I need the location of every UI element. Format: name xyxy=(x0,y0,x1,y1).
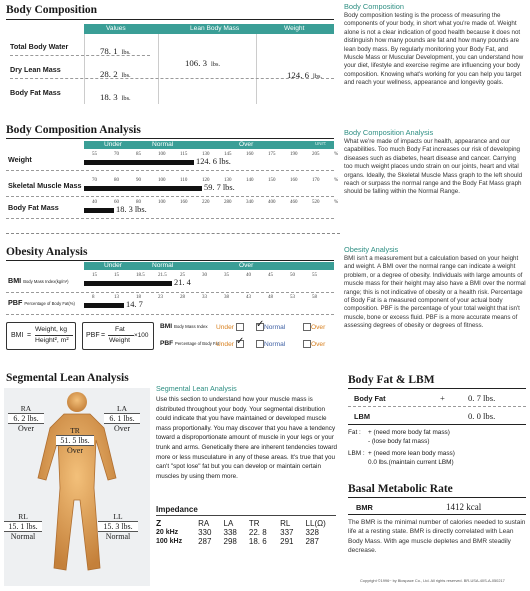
obesity-over: Over xyxy=(239,262,254,269)
imp-r1c0: 100 kHz xyxy=(156,538,183,545)
obesity-scale-tick: 33 xyxy=(202,295,207,300)
obesity-scale-tick: 21.5 xyxy=(158,273,167,278)
segmental-title: Segmental Lean Analysis xyxy=(6,372,129,384)
bca-over: Over xyxy=(239,141,254,148)
bca-scale-tick: 80 xyxy=(136,200,141,205)
obesity-scale-tick: 45 xyxy=(268,273,273,278)
bca-scale-tick: 190 xyxy=(290,152,298,157)
segment-tr-status: Over xyxy=(67,446,83,455)
obesity-scale-tick: 35 xyxy=(224,273,229,278)
pbf-under-option[interactable] xyxy=(216,340,244,348)
col-values: Values xyxy=(106,25,126,32)
bmr-value: 1412 kcal xyxy=(446,502,482,512)
pbf-formula xyxy=(82,322,154,350)
bmi-over-checkbox[interactable] xyxy=(303,323,311,331)
obesity-scale-tick: 58 xyxy=(312,295,317,300)
bca-scale-tick: 280 xyxy=(224,200,232,205)
obesity-label-unit: (kg/m²) xyxy=(55,279,69,284)
sidebar-ob-text: BMI isn't a measurement but a calculation based on your height and weight. A BMI over the normal range can indicate a weight problem, or a degree of obesity. Individuals with large amounts of muscle mass for their height may also have a BMI over the normal range; this is not indicative of obesity or a health risk. Percentage of Body Fat is a measured component of your actual body composition. PBF is the percentage of your total weight that isn't muscle, bone or excess fluid. PBF is a more accurate means of assessing degrees of obesity or degrees of fitness. xyxy=(344,255,526,330)
bca-scale-tick: % xyxy=(334,200,339,205)
bca-value-text: 59. 7 lbs. xyxy=(204,183,235,192)
imp-r1c3: 18. 6 xyxy=(248,537,267,546)
segment-tr-tag: TR xyxy=(70,426,80,435)
body-composition-header xyxy=(84,24,334,34)
obesity-scale-tick: 13 xyxy=(114,295,119,300)
bca-scale-tick: 80 xyxy=(114,178,119,183)
bmi-formula-left: BMI xyxy=(11,332,24,339)
imp-r1c2: 298 xyxy=(223,537,237,546)
pbf-normal-label: Normal xyxy=(264,340,286,348)
imp-r1c4: 291 xyxy=(280,537,294,546)
pbf-normal-checkbox[interactable] xyxy=(256,340,264,348)
impedance-title: Impedance xyxy=(156,505,198,514)
lbm-label: LBM xyxy=(354,412,371,421)
copyright: Copyright ©1996~ by Biospace Co., Ltd. All rights reserved. BR-USA-40S-A-050217 xyxy=(360,578,505,583)
lbm-delta-value: 0. 0 lbs. xyxy=(468,411,496,421)
bca-row-label: Body Fat Mass xyxy=(8,203,59,212)
obesity-scale-tick: 23 xyxy=(158,295,163,300)
bca-scale-tick: 70 xyxy=(114,152,119,157)
obesity-scale-tick: 55 xyxy=(312,273,317,278)
bca-scale-tick: 70 xyxy=(92,178,97,183)
bmi-formula-num: Weight, kg xyxy=(35,326,67,333)
obesity-scale-tick: 15 xyxy=(92,273,97,278)
segment-tr-value: 51. 5 lbs. xyxy=(56,435,94,446)
pbf-formula-mult: ×100 xyxy=(134,332,149,339)
bmi-normal-label: Normal xyxy=(264,323,286,331)
obesity-scale-tick: 50 xyxy=(290,273,295,278)
bca-scale-tick: 160 xyxy=(180,200,188,205)
obesity-scale-tick: 43 xyxy=(246,295,251,300)
obesity-label-main: PBF xyxy=(8,298,23,307)
row-divider xyxy=(6,314,334,315)
pbf-formula-den: Weight xyxy=(109,337,131,344)
segment-la-status: Over xyxy=(114,424,130,433)
bca-row-label: Skeletal Muscle Mass xyxy=(8,181,82,190)
obesity-scale-tick: 40 xyxy=(246,273,251,278)
bca-scale-tick: 400 xyxy=(268,200,276,205)
lbm-note-1: + (need more lean body mass) xyxy=(368,450,455,458)
obesity-title: Obesity Analysis xyxy=(6,246,88,258)
imp-r0c5: 328 xyxy=(305,528,319,537)
row-divider xyxy=(6,292,334,293)
obesity-label-unit: (%) xyxy=(68,301,75,306)
sidebar-bc-title: Body Composition xyxy=(344,2,404,11)
bca-under: Under xyxy=(104,141,122,148)
col-lbm: Lean Body Mass xyxy=(190,25,240,32)
row-label-dlm: Dry Lean Mass xyxy=(10,65,61,74)
impedance-header-row xyxy=(153,518,337,528)
bca-scale-tick: 90 xyxy=(136,178,141,183)
body-fat-label: Body Fat xyxy=(354,394,386,403)
bca-scale-tick: 40 xyxy=(92,200,97,205)
bmr-text: The BMR is the minimal number of calories needed to sustain life at a resting state. BMR is directly correlated with Lean Body Mass. With age muscle depletes and BMR steadily decrease. xyxy=(348,519,526,555)
obesity-header xyxy=(84,262,334,270)
bca-scale-tick: % xyxy=(334,152,339,157)
bca-scale-tick: 110 xyxy=(180,178,188,183)
imp-h1: RA xyxy=(198,518,210,528)
bca-scale-tick: 130 xyxy=(224,178,232,183)
imp-h2: LA xyxy=(223,518,234,528)
weight-value: 124. 6 lbs. xyxy=(287,70,323,80)
bmi-normal-option[interactable] xyxy=(254,323,285,331)
sidebar-bca-title: Body Composition Analysis xyxy=(344,128,434,137)
pbf-over-label: Over xyxy=(311,340,326,348)
bca-scale-tick: 460 xyxy=(290,200,298,205)
pbf-under-label: Under xyxy=(216,340,234,348)
sidebar-bc-text: Body composition testing is the process of measuring the components of your body, in short what you're made of. Weight alone is not a clear indication of good health because it does not distinguish how many pounds are fat and how many pounds are lean body mass. By regularly monitoring your Body Fat, and Muscle Mass or Muscular Development, you can understand how your diet, lifestyle and exercise regime are influencing your body composition. Knowing what's working for you can help you target and reach your wellness, appearance and longevity goals. xyxy=(344,12,524,87)
pbf-check-row xyxy=(160,340,336,347)
col-weight: Weight xyxy=(284,25,305,32)
pbf-under-checkbox[interactable] xyxy=(236,340,244,348)
bmi-under-label: Under xyxy=(216,323,234,331)
bca-scale-tick: 205 xyxy=(312,152,320,157)
segment-ra-status: Over xyxy=(18,424,34,433)
pbf-formula-left: PBF xyxy=(86,332,100,339)
row-value-bfm: 18. 3 lbs. xyxy=(100,92,131,102)
imp-h3: TR xyxy=(248,518,260,528)
segment-ll-tag: LL xyxy=(113,512,123,521)
imp-h5: LL(Ω) xyxy=(305,518,326,528)
bca-scale-tick: 160 xyxy=(290,178,298,183)
divider xyxy=(6,19,334,20)
obesity-row-label xyxy=(8,298,75,307)
obesity-under: Under xyxy=(104,262,122,269)
pbf-formula-num: Fat xyxy=(115,326,125,333)
bmi-formula xyxy=(6,322,76,350)
segment-la-tag: LA xyxy=(117,404,127,413)
lbm-note-2: 0.0 lbs.(maintain current LBM) xyxy=(368,458,454,466)
obesity-value-text: 14. 7 xyxy=(126,300,143,309)
bmi-check-label: BMI xyxy=(160,323,173,330)
bca-normal: Normal xyxy=(152,141,174,148)
impedance-row xyxy=(153,528,337,537)
row-divider xyxy=(6,218,334,219)
obesity-value-bar xyxy=(84,281,172,286)
segmental-subtitle: Segmental Lean Analysis xyxy=(156,384,237,393)
bca-scale-tick: 340 xyxy=(246,200,254,205)
obesity-normal: Normal xyxy=(152,262,174,269)
bca-value-text: 18. 3 lbs. xyxy=(116,205,147,214)
bca-unit-tag: UNIT: xyxy=(315,141,327,146)
bca-header xyxy=(84,141,334,149)
segment-rl-tag: RL xyxy=(18,512,28,521)
pbf-over-checkbox[interactable] xyxy=(303,340,311,348)
imp-r0c4: 337 xyxy=(280,528,294,537)
row-value-tbw: 78. 1 lbs. xyxy=(100,46,131,56)
segment-ll-value: 15. 3 lbs. xyxy=(98,521,138,532)
row-divider xyxy=(6,196,334,197)
segment-la-value: 6. 1 lbs. xyxy=(104,413,140,424)
obesity-label-main: BMI xyxy=(8,276,22,285)
fat-note-2: - (lose body fat mass) xyxy=(368,437,430,445)
body-fat-value: 0. 7 lbs. xyxy=(468,393,496,403)
pbf-check-sub: Percentage of Body Fat xyxy=(175,341,220,346)
imp-r0c2: 338 xyxy=(223,528,237,537)
sidebar-ob-title: Obesity Analysis xyxy=(344,245,399,254)
bmi-over-option[interactable] xyxy=(301,323,325,331)
row-divider xyxy=(6,170,334,171)
fat-note-label: Fat : xyxy=(348,429,361,436)
obesity-value-text: 21. 4 xyxy=(174,278,191,287)
bmi-under-option[interactable] xyxy=(216,323,244,331)
equals-sign: = xyxy=(27,332,32,339)
bca-scale-tick: 520 xyxy=(312,200,320,205)
imp-h4: RL xyxy=(280,518,291,528)
bmi-normal-checkbox[interactable] xyxy=(256,323,264,331)
bca-scale-tick: 100 xyxy=(158,152,166,157)
obesity-scale-tick: 8 xyxy=(92,295,95,300)
bca-value-text: 124. 6 lbs. xyxy=(196,157,231,166)
segment-ra-tag: RA xyxy=(20,404,32,413)
row-label-bfm: Body Fat Mass xyxy=(10,88,61,97)
obesity-scale-tick: 38 xyxy=(224,295,229,300)
bmi-formula-den: Height², m² xyxy=(35,337,69,344)
segment-ll xyxy=(98,512,138,541)
imp-r1c1: 287 xyxy=(198,537,212,546)
bca-row-label: Weight xyxy=(8,155,32,164)
bca-scale-tick: 55 xyxy=(92,152,97,157)
equals-sign: = xyxy=(101,332,106,339)
obesity-scale-tick: 48 xyxy=(268,295,273,300)
imp-r0c1: 330 xyxy=(198,528,212,537)
sidebar-bca-text: What we're made of impacts our health, appearance and our capabilities. Too much Body Fat increases our risk of developing diseases such as diabetes, heart disease and cancer. Carrying too much weight places undo strain on our joints, heart and vital organs. Ideally, the Skeletal Muscle Mass graph to the left should reach or surpass the normal range and the Body Fat Mass graph should be falling within the Normal Range. xyxy=(344,138,523,196)
obesity-label-sub: Body Mass Index xyxy=(23,279,56,284)
fat-note-1: + (need more body fat mass) xyxy=(368,429,450,436)
segment-rl xyxy=(4,512,42,541)
bca-value-bar xyxy=(84,160,194,165)
bca-scale-tick: 175 xyxy=(268,152,276,157)
bca-scale-tick: 130 xyxy=(202,152,210,157)
bca-scale-tick: 60 xyxy=(114,200,119,205)
segment-tr xyxy=(56,426,94,455)
fat-notes xyxy=(348,429,455,467)
body-composition-title: Body Composition xyxy=(6,4,98,16)
segment-ll-status: Normal xyxy=(105,532,131,541)
bca-scale-tick: 85 xyxy=(136,152,141,157)
segment-la xyxy=(104,404,140,433)
obesity-scale-tick: 28 xyxy=(180,295,185,300)
impedance-row xyxy=(153,537,337,546)
bmi-check-sub: Body Mass Index xyxy=(173,324,208,329)
obesity-scale-tick: 53 xyxy=(290,295,295,300)
bca-value-bar xyxy=(84,208,114,213)
row-value-dlm: 28. 2 lbs. xyxy=(100,69,131,79)
obesity-value-bar xyxy=(84,303,124,308)
bca-scale-tick: % xyxy=(334,178,339,183)
bca-scale-tick: 140 xyxy=(246,178,254,183)
obesity-checks xyxy=(160,322,336,352)
bca-value-bar xyxy=(84,186,202,191)
bca-scale-tick: 100 xyxy=(158,200,166,205)
lbm-note-label: LBM : xyxy=(348,450,365,458)
bca-title: Body Composition Analysis xyxy=(6,124,141,136)
bmi-under-checkbox[interactable] xyxy=(236,323,244,331)
pbf-normal-option[interactable] xyxy=(254,340,285,348)
bca-scale-tick: 115 xyxy=(180,152,188,157)
impedance-table xyxy=(153,518,337,546)
obesity-scale-tick: 30 xyxy=(202,273,207,278)
bca-scale-tick: 150 xyxy=(268,178,276,183)
imp-h0: Z xyxy=(156,518,162,528)
segment-rl-value: 15. 1 lbs. xyxy=(4,521,42,532)
obesity-scale-tick: 15 xyxy=(114,273,119,278)
segment-rl-status: Normal xyxy=(10,532,36,541)
bca-scale-tick: 145 xyxy=(224,152,232,157)
segmental-text: Use this section to understand how your muscle mass is distributed throughout your body. Your segmental distribution could indicate that you have maintained or developed muscle mass proportionally. You may discover that you have a tendency toward a disproportionate amount of muscle in your legs or your trunk and arms. Genetically there are inherent tendencies toward more or less musculature in any of these areas. It's true that you can't "spot lose" fat but you can develop or maintain certain muscles by using them more. xyxy=(156,396,337,480)
pbf-check-label: PBF xyxy=(160,340,174,347)
imp-r1c5: 287 xyxy=(305,537,319,546)
body-fat-sign: + xyxy=(440,393,445,403)
bca-scale-tick: 160 xyxy=(246,152,254,157)
obesity-row-label xyxy=(8,276,69,285)
imp-r0c3: 22. 8 xyxy=(248,528,267,537)
bmr-label: BMR xyxy=(356,503,373,512)
bmi-over-label: Over xyxy=(311,323,326,331)
pbf-fraction-line xyxy=(108,335,134,336)
bmi-fraction-line xyxy=(35,335,73,336)
fat-lbm-title: Body Fat & LBM xyxy=(348,374,435,386)
bmr-title: Basal Metabolic Rate xyxy=(348,483,453,495)
obesity-scale-tick: 18.5 xyxy=(136,273,145,278)
bmi-check-row xyxy=(160,323,336,330)
pbf-over-option[interactable] xyxy=(301,340,325,348)
row-label-tbw: Total Body Water xyxy=(10,42,69,51)
bca-scale-tick: 120 xyxy=(202,178,210,183)
imp-r0c0: 20 kHz xyxy=(156,529,179,536)
segment-ra xyxy=(8,404,44,433)
obesity-scale-tick: 25 xyxy=(180,273,185,278)
obesity-label-sub: Percentage of Body Fat xyxy=(24,301,69,306)
bca-scale-tick: 170 xyxy=(312,178,320,183)
bca-scale-tick: 100 xyxy=(158,178,166,183)
bca-scale-tick: 220 xyxy=(202,200,210,205)
lbm-value: 106. 3 lbs. xyxy=(185,58,221,68)
obesity-scale-tick: 18 xyxy=(136,295,141,300)
segment-ra-value: 6. 2 lbs. xyxy=(8,413,44,424)
